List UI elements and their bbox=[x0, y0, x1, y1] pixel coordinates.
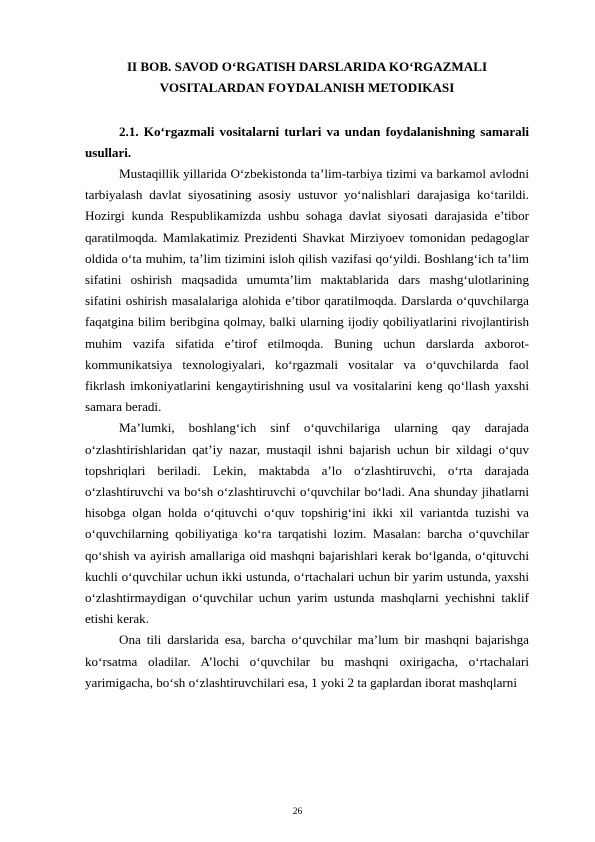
paragraph: Ma’lumki, boshlang‘ich sinf o‘quvchilariga ularning qay darajada o‘zlashtirishlaridan qat’iy nazar, mustaqil ishni bajarish uchun bir xildagi o‘quv topshriqlari beriladi. Lekin, maktabda a’lo o‘zlashtiruvchi, o‘rta darajada o‘zlashtiruvchi va bo‘sh o‘zlashtiruvchi o‘quvchilar bo‘ladi. Ana shunday jihatlarni hisobga olgan holda o‘qituvchi o‘quv topshirig‘ini ikki xil variantda tuzishi va o‘quvchilarning qobiliyatiga ko‘ra tarqatishi lozim. Masalan: barcha o‘quvchilar qo‘shish va ayirish amallariga oid mashqni bajarishlari kerak bo‘lganda, o‘qituvchi kuchli o‘quvchilar uchun ikki ustunda, o‘rtachalari uchun bir yarim ustunda, yaxshi o‘zlashtirmaydigan o‘quvchilar uchun yarim ustunda mashqlarni yechishni taklif etishi kerak. bbox=[85, 420, 529, 627]
section-title: 2.1. Ko‘rgazmali vositalarni turlari va undan foydalanishning samarali usullari. bbox=[85, 124, 529, 160]
page-number: 26 bbox=[292, 807, 303, 817]
body-text bbox=[85, 163, 529, 693]
paragraph: Ona tili darslarida esa, barcha o‘quvchilar ma’lum bir mashqni bajarishga ko‘rsatma oladilar. A’lochi o‘quvchilar bu mashqni oxirigacha, o‘rtachalari yarimigacha, bo‘sh o‘zlashtiruvchilari esa, 1 yoki 2 ta gaplardan iborat mashqlarni bbox=[85, 632, 529, 690]
paragraph: Mustaqillik yillarida O‘zbekistonda ta’lim-tarbiya tizimi va barkamol avlodni tarbiyalash davlat siyosatining asosiy ustuvor yo‘nalishlari darajasiga ko‘tarildi. Hozirgi kunda Respublikamizda ushbu sohaga davlat siyosati darajasida e’tibor qaratilmoqda. Mamlakatimiz Prezidenti Shavkat Mirziyoev tomonidan pedagoglar oldida o‘ta muhim, ta’lim tizimini isloh qilish vazifasi qo‘yildi. Boshlang‘ich ta’lim sifatini oshirish maqsadida umumta’lim maktablarida dars mashg‘ulotlarining sifatini oshirish masalalariga alohida e’tibor qaratilmoqda. Darslarda o‘quvchilarga faqatgina bilim beribgina qolmay, balki ularning ijodiy qobiliyatlarini rivojlantirish muhim vazifa sifatida e’tirof etilmoqda. Buning uchun darslarda axborot- kommunikatsiya texnologiyalari, ko‘rgazmali vositalar va o‘quvchilarda faol fikrlash imkoniyatlarini kengaytirishning usul va vositalarini keng qo‘llash yaxshi samara beradi. bbox=[85, 166, 529, 415]
chapter-title: II BOB. SAVOD O‘RGATISH DARSLARIDA KO‘RGAZMALI VOSITALARDAN FOYDALANISH METODIKASI bbox=[126, 59, 488, 95]
